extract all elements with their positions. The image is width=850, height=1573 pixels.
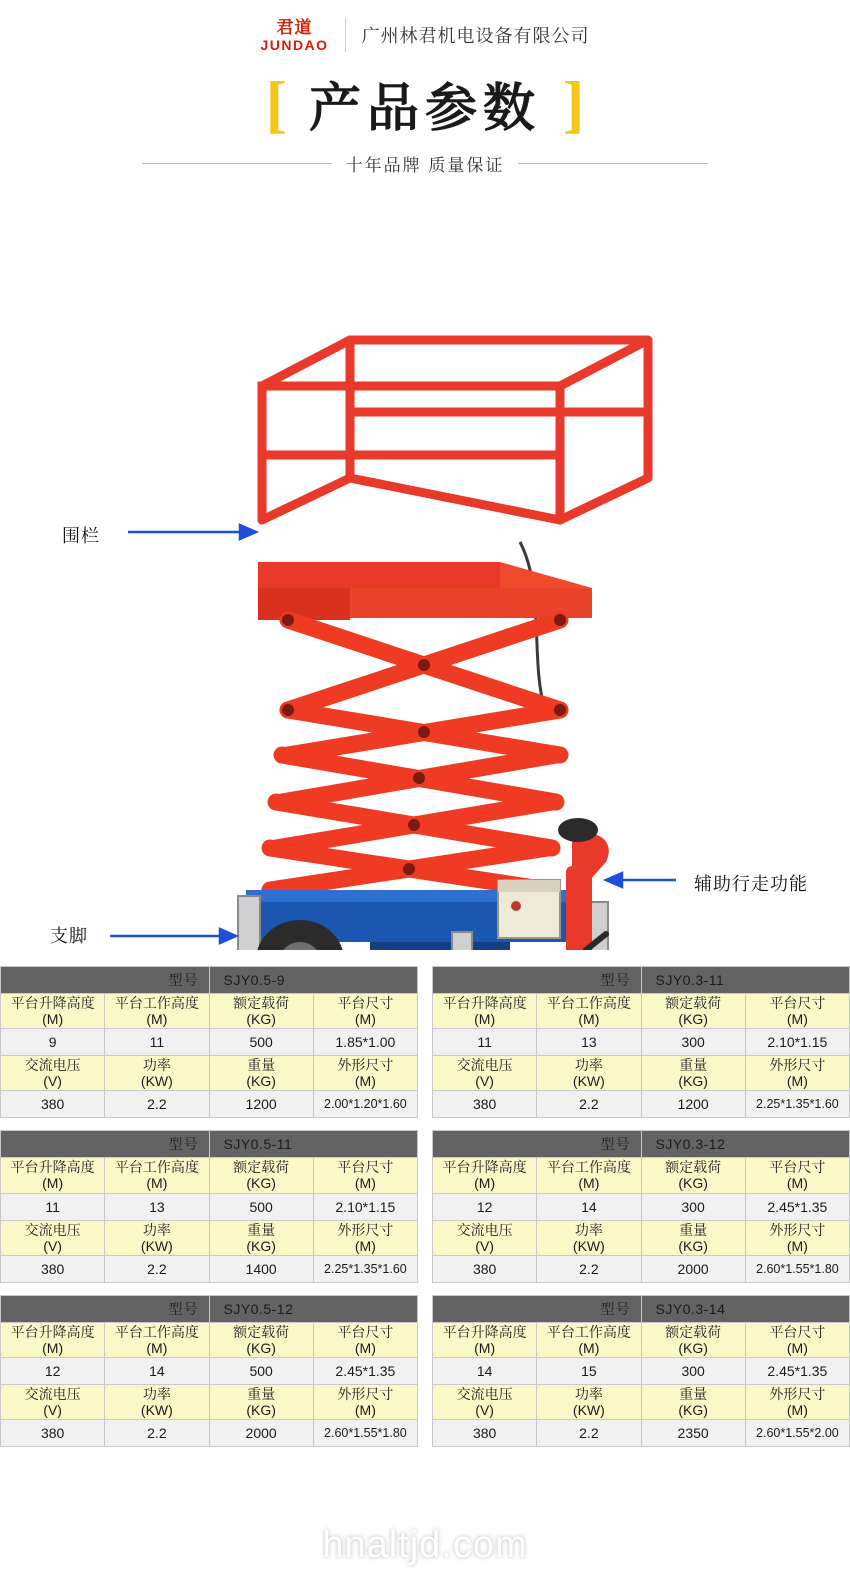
label-voltage: 交流电压 (V) xyxy=(1,1384,105,1419)
value-overall-size: 2.00*1.20*1.60 xyxy=(313,1091,417,1118)
value-row-2 xyxy=(433,1091,850,1118)
value-row-2 xyxy=(433,1420,850,1447)
model-label: 型号 xyxy=(1,1131,210,1158)
label-overall-size: 外形尺寸 (M) xyxy=(313,1056,417,1091)
label-load: 额定载荷 (KG) xyxy=(641,1322,745,1357)
label-load: 额定载荷 (KG) xyxy=(641,1158,745,1193)
value-power: 2.2 xyxy=(105,1091,209,1118)
logo-chinese-text: 君道 xyxy=(276,17,313,37)
value-overall-size: 2.25*1.35*1.60 xyxy=(313,1255,417,1282)
label-lift-height: 平台升降高度 (M) xyxy=(1,1322,105,1357)
label-work-height: 平台工作高度 (M) xyxy=(537,1322,641,1357)
value-weight: 2000 xyxy=(209,1420,313,1447)
value-platform-size: 2.45*1.35 xyxy=(313,1357,417,1384)
spec-tables xyxy=(0,966,850,1457)
spec-table xyxy=(0,1130,418,1282)
value-overall-size: 2.60*1.55*1.80 xyxy=(313,1420,417,1447)
value-power: 2.2 xyxy=(537,1420,641,1447)
value-work-height: 14 xyxy=(105,1357,209,1384)
value-work-height: 14 xyxy=(537,1193,641,1220)
label-overall-size: 外形尺寸 (M) xyxy=(745,1384,849,1419)
label-work-height: 平台工作高度 (M) xyxy=(105,994,209,1029)
table-header-row xyxy=(1,967,418,994)
table-header-row xyxy=(1,1295,418,1322)
subtitle-rule-right xyxy=(518,163,708,164)
value-row-2 xyxy=(1,1255,418,1282)
label-weight: 重量 (KG) xyxy=(209,1056,313,1091)
value-overall-size: 2.25*1.35*1.60 xyxy=(745,1091,849,1118)
value-voltage: 380 xyxy=(1,1091,105,1118)
label-overall-size: 外形尺寸 (M) xyxy=(745,1220,849,1255)
value-voltage: 380 xyxy=(433,1091,537,1118)
model-label: 型号 xyxy=(1,967,210,994)
value-weight: 2000 xyxy=(641,1255,745,1282)
label-row-2 xyxy=(433,1056,850,1091)
label-row-2 xyxy=(433,1384,850,1419)
label-platform-size: 平台尺寸 (M) xyxy=(745,1158,849,1193)
label-voltage: 交流电压 (V) xyxy=(433,1056,537,1091)
label-weight: 重量 (KG) xyxy=(641,1220,745,1255)
value-voltage: 380 xyxy=(1,1420,105,1447)
value-row-1 xyxy=(433,1029,850,1056)
value-load: 500 xyxy=(209,1029,313,1056)
label-voltage: 交流电压 (V) xyxy=(1,1056,105,1091)
value-row-1 xyxy=(1,1193,418,1220)
value-platform-size: 2.10*1.15 xyxy=(745,1029,849,1056)
label-power: 功率 (KW) xyxy=(537,1056,641,1091)
bracket-left: [ xyxy=(265,67,287,139)
label-platform-size: 平台尺寸 (M) xyxy=(313,1322,417,1357)
label-overall-size: 外形尺寸 (M) xyxy=(313,1384,417,1419)
value-voltage: 380 xyxy=(433,1255,537,1282)
label-row-2 xyxy=(433,1220,850,1255)
value-work-height: 13 xyxy=(105,1193,209,1220)
value-row-2 xyxy=(433,1255,850,1282)
scissor-lift-drawing xyxy=(0,190,850,950)
label-lift-height: 平台升降高度 (M) xyxy=(1,1158,105,1193)
label-work-height: 平台工作高度 (M) xyxy=(105,1158,209,1193)
jundao-logo xyxy=(260,19,328,52)
value-row-2 xyxy=(1,1091,418,1118)
model-value: SJY0.5-9 xyxy=(209,967,418,994)
spec-table xyxy=(432,966,850,1118)
model-value: SJY0.3-11 xyxy=(641,967,850,994)
label-overall-size: 外形尺寸 (M) xyxy=(745,1056,849,1091)
label-work-height: 平台工作高度 (M) xyxy=(105,1322,209,1357)
label-work-height: 平台工作高度 (M) xyxy=(537,1158,641,1193)
value-lift-height: 9 xyxy=(1,1029,105,1056)
model-value: SJY0.5-12 xyxy=(209,1295,418,1322)
label-voltage: 交流电压 (V) xyxy=(433,1384,537,1419)
value-power: 2.2 xyxy=(105,1420,209,1447)
model-value: SJY0.3-14 xyxy=(641,1295,850,1322)
spec-table xyxy=(432,1130,850,1282)
label-platform-size: 平台尺寸 (M) xyxy=(313,994,417,1029)
label-power: 功率 (KW) xyxy=(105,1220,209,1255)
label-power: 功率 (KW) xyxy=(105,1056,209,1091)
label-lift-height: 平台升降高度 (M) xyxy=(433,1322,537,1357)
value-load: 500 xyxy=(209,1193,313,1220)
label-weight: 重量 (KG) xyxy=(209,1220,313,1255)
value-work-height: 15 xyxy=(537,1357,641,1384)
value-load: 300 xyxy=(641,1357,745,1384)
label-weight: 重量 (KG) xyxy=(209,1384,313,1419)
label-voltage: 交流电压 (V) xyxy=(1,1220,105,1255)
value-lift-height: 11 xyxy=(1,1193,105,1220)
label-load: 额定载荷 (KG) xyxy=(209,1158,313,1193)
spec-table xyxy=(432,1295,850,1447)
watermark: hnaltjd.com xyxy=(322,1524,528,1566)
table-header-row xyxy=(1,1131,418,1158)
value-power: 2.2 xyxy=(105,1255,209,1282)
value-weight: 1200 xyxy=(641,1091,745,1118)
label-power: 功率 (KW) xyxy=(105,1384,209,1419)
model-value: SJY0.5-11 xyxy=(209,1131,418,1158)
logo-english-text: JUNDAO xyxy=(260,36,329,53)
value-row-1 xyxy=(433,1357,850,1384)
label-row-2 xyxy=(1,1056,418,1091)
subtitle-rule-left xyxy=(142,163,332,164)
value-platform-size: 2.45*1.35 xyxy=(745,1357,849,1384)
model-value: SJY0.3-12 xyxy=(641,1131,850,1158)
label-platform-size: 平台尺寸 (M) xyxy=(745,994,849,1029)
value-overall-size: 2.60*1.55*1.80 xyxy=(745,1255,849,1282)
label-load: 额定载荷 (KG) xyxy=(641,994,745,1029)
value-load: 300 xyxy=(641,1029,745,1056)
value-work-height: 13 xyxy=(537,1029,641,1056)
value-work-height: 11 xyxy=(105,1029,209,1056)
bracket-right: ] xyxy=(563,67,585,139)
value-voltage: 380 xyxy=(433,1420,537,1447)
value-weight: 2350 xyxy=(641,1420,745,1447)
value-power: 2.2 xyxy=(537,1091,641,1118)
label-load: 额定载荷 (KG) xyxy=(209,1322,313,1357)
label-row-1 xyxy=(433,994,850,1029)
value-weight: 1400 xyxy=(209,1255,313,1282)
value-load: 500 xyxy=(209,1357,313,1384)
value-overall-size: 2.60*1.55*2.00 xyxy=(745,1420,849,1447)
label-lift-height: 平台升降高度 (M) xyxy=(433,1158,537,1193)
value-row-2 xyxy=(1,1420,418,1447)
label-weight: 重量 (KG) xyxy=(641,1056,745,1091)
value-lift-height: 12 xyxy=(433,1193,537,1220)
label-row-1 xyxy=(433,1322,850,1357)
value-load: 300 xyxy=(641,1193,745,1220)
callout-fence: 围栏 xyxy=(62,526,100,546)
callout-walk-assist: 辅助行走功能 xyxy=(694,874,808,894)
table-header-row xyxy=(433,1131,850,1158)
value-power: 2.2 xyxy=(537,1255,641,1282)
value-weight: 1200 xyxy=(209,1091,313,1118)
label-weight: 重量 (KG) xyxy=(641,1384,745,1419)
spec-table xyxy=(0,1295,418,1447)
brand-row xyxy=(0,0,850,52)
title-row xyxy=(0,66,850,141)
value-row-1 xyxy=(433,1193,850,1220)
label-power: 功率 (KW) xyxy=(537,1220,641,1255)
label-row-1 xyxy=(433,1158,850,1193)
label-row-1 xyxy=(1,994,418,1029)
table-header-row xyxy=(433,967,850,994)
model-label: 型号 xyxy=(433,1131,642,1158)
value-platform-size: 2.45*1.35 xyxy=(745,1193,849,1220)
label-work-height: 平台工作高度 (M) xyxy=(537,994,641,1029)
label-power: 功率 (KW) xyxy=(537,1384,641,1419)
label-lift-height: 平台升降高度 (M) xyxy=(1,994,105,1029)
subtitle-row xyxy=(0,151,850,176)
callout-leg: 支脚 xyxy=(50,926,88,946)
page-title: 产品参数 xyxy=(308,79,541,139)
value-row-1 xyxy=(1,1357,418,1384)
value-lift-height: 12 xyxy=(1,1357,105,1384)
label-platform-size: 平台尺寸 (M) xyxy=(313,1158,417,1193)
value-lift-height: 14 xyxy=(433,1357,537,1384)
model-label: 型号 xyxy=(433,967,642,994)
label-overall-size: 外形尺寸 (M) xyxy=(313,1220,417,1255)
label-row-1 xyxy=(1,1322,418,1357)
brand-divider xyxy=(345,18,346,52)
label-load: 额定载荷 (KG) xyxy=(209,994,313,1029)
table-header-row xyxy=(433,1295,850,1322)
label-row-1 xyxy=(1,1158,418,1193)
spec-table xyxy=(0,966,418,1118)
subtitle: 十年品牌 质量保证 xyxy=(345,156,505,175)
value-platform-size: 1.85*1.00 xyxy=(313,1029,417,1056)
model-label: 型号 xyxy=(1,1295,210,1322)
label-row-2 xyxy=(1,1384,418,1419)
value-lift-height: 11 xyxy=(433,1029,537,1056)
value-voltage: 380 xyxy=(1,1255,105,1282)
label-platform-size: 平台尺寸 (M) xyxy=(745,1322,849,1357)
product-illustration xyxy=(0,190,850,950)
label-row-2 xyxy=(1,1220,418,1255)
value-row-1 xyxy=(1,1029,418,1056)
label-lift-height: 平台升降高度 (M) xyxy=(433,994,537,1029)
model-label: 型号 xyxy=(433,1295,642,1322)
company-name: 广州林君机电设备有限公司 xyxy=(361,26,590,46)
value-platform-size: 2.10*1.15 xyxy=(313,1193,417,1220)
label-voltage: 交流电压 (V) xyxy=(433,1220,537,1255)
